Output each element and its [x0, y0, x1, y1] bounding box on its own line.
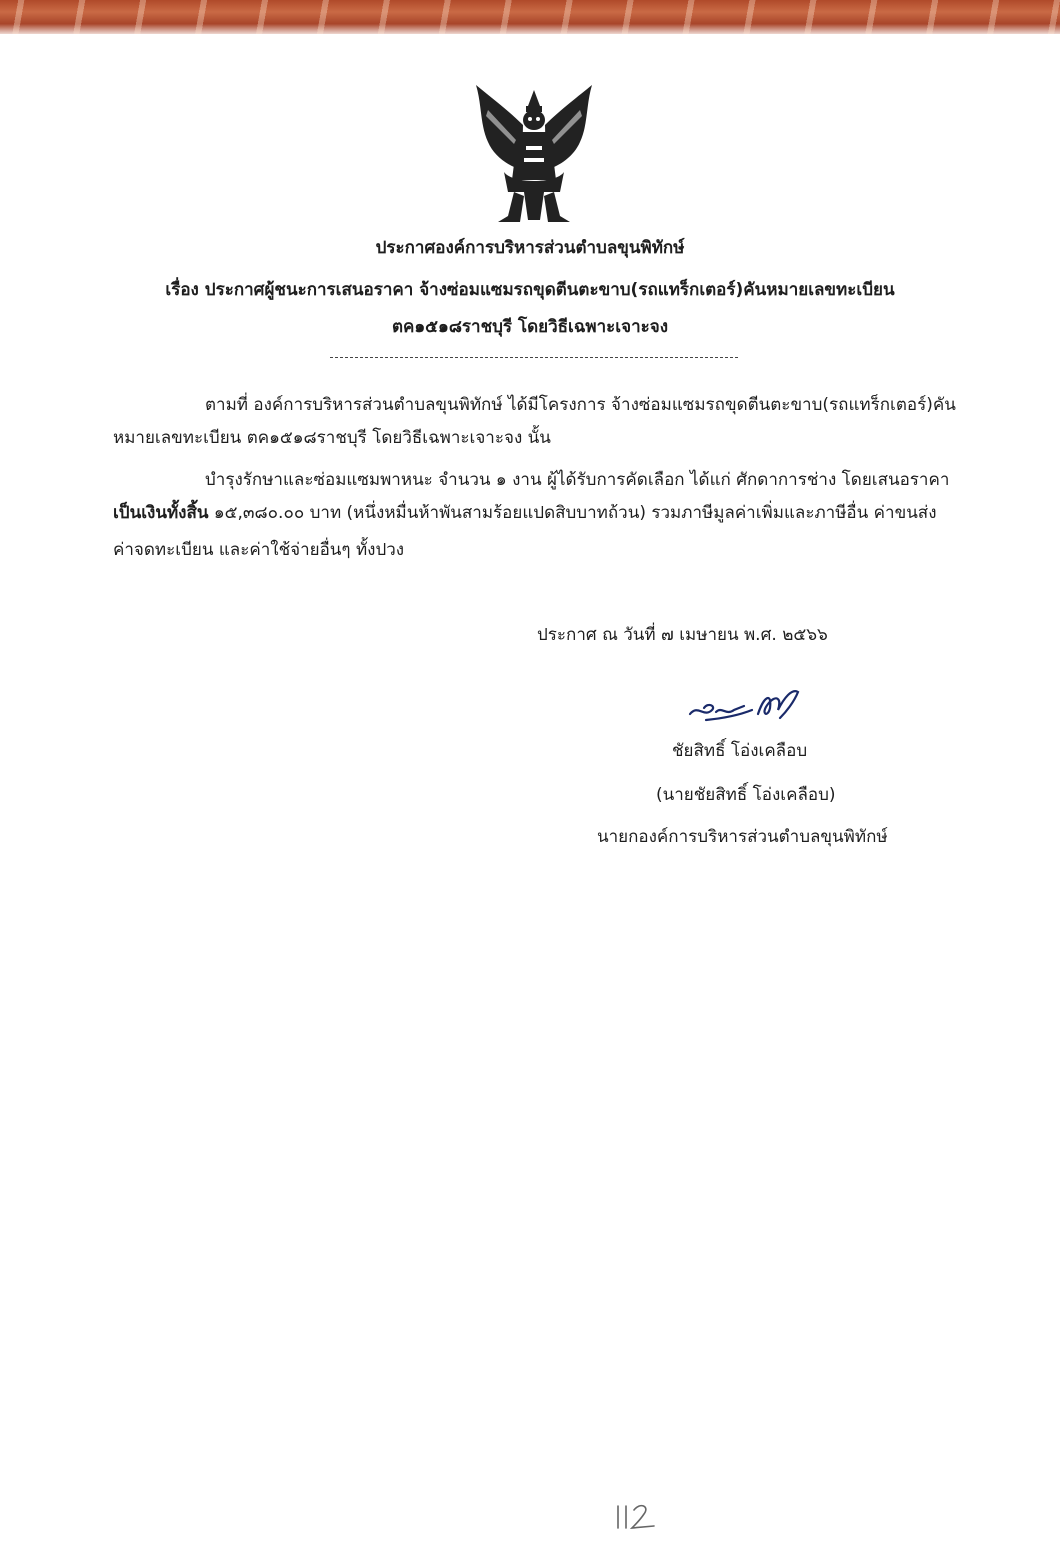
- paragraph-1-line-2: หมายเลขทะเบียน ตค๑๕๑๘ราชบุรี โดยวิธีเฉพาะเจาะจง นั้น: [113, 428, 551, 448]
- subject-line-2: ตค๑๕๑๘ราชบุรี โดยวิธีเฉพาะเจาะจง: [391, 317, 669, 337]
- paragraph-2-line-3: ค่าจดทะเบียน และค่าใช้จ่ายอื่นๆ ทั้งปวง: [113, 540, 405, 560]
- subject-line-1: เรื่อง ประกาศผู้ชนะการเสนอราคา จ้างซ่อมแซมรถขุดตีนตะขาบ(รถแทร็กเตอร์)คันหมายเลขทะเบียน: [165, 280, 895, 300]
- announcement-title: ประกาศองค์การบริหารส่วนตำบลขุนพิทักษ์: [375, 238, 685, 258]
- signer-name: ชัยสิทธิ์ โอ่งเคลือบ: [672, 741, 808, 761]
- paragraph-1-line-1: ตามที่ องค์การบริหารส่วนตำบลขุนพิทักษ์ ได้มีโครงการ จ้างซ่อมแซมรถขุดตีนตะขาบ(รถแทร็กเตอร์)คัน: [205, 395, 956, 415]
- top-edge-strip: [0, 0, 1060, 34]
- paragraph-2-line-1: บำรุงรักษาและซ่อมแซมพาหนะ จำนวน ๑ งาน ผู้ได้รับการคัดเลือก ได้แก่ ศักดาการช่าง โดยเสนอราคา: [205, 470, 950, 490]
- signer-full-name: (นายชัยสิทธิ์ โอ่งเคลือบ): [656, 785, 836, 805]
- handwritten-signature: [686, 684, 806, 726]
- handwritten-page-number: [612, 1500, 672, 1534]
- paragraph-2-line-2: [113, 499, 937, 526]
- total-amount-label: เป็นเงินทั้งสิ้น: [113, 503, 209, 523]
- total-amount-text: ๑๕,๓๘๐.๐๐ บาท (หนึ่งหมื่นห้าพันสามร้อยแปดสิบบาทถ้วน) รวมภาษีมูลค่าเพิ่มและภาษีอื่น ค่าขนส่ง: [208, 503, 937, 523]
- separator-line: [330, 357, 738, 358]
- announcement-date: ประกาศ ณ วันที่ ๗ เมษายน พ.ศ. ๒๕๖๖: [537, 625, 828, 645]
- signer-position: นายกองค์การบริหารส่วนตำบลขุนพิทักษ์: [597, 827, 888, 847]
- garuda-emblem-icon: [468, 80, 600, 230]
